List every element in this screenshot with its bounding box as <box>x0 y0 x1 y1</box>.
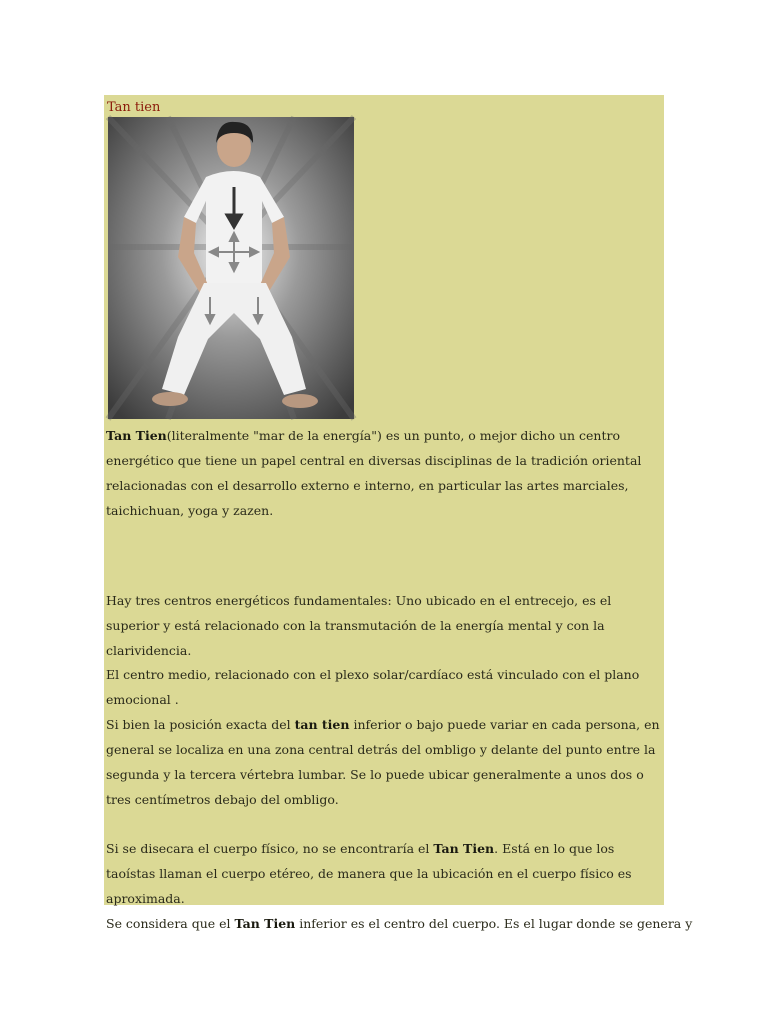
body-center-text-b: inferior es el centro del cuerpo. Es el lugar donde se genera y <box>295 916 693 931</box>
intro-text: (literalmente "mar de la energía") es un punto, o mejor dicho un centro energético que tiene un papel central en diversas disciplinas de la tradición oriental relacionadas con el desarrollo externo e interno, en particular las artes marciales, taichichuan, yoga y zazen. <box>106 428 642 518</box>
centers-paragraph <box>106 588 662 663</box>
body-center-paragraph <box>106 911 693 936</box>
tan-tien-figure-icon <box>108 117 354 419</box>
ethereal-text-a: Si se disecara el cuerpo físico, no se encontraría el <box>106 841 434 856</box>
middle-center-paragraph <box>106 662 662 812</box>
ethereal-text-b: . Está en lo que los taoístas llaman el cuerpo etéreo, de manera que la ubicación en el cuerpo físico es aproximada. <box>106 841 632 906</box>
centers-text: Hay tres centros energéticos fundamentales: Uno ubicado en el entrecejo, es el superior y está relacionado con la transmutación de la energía mental y con la clarividencia. <box>106 593 612 658</box>
article-panel <box>104 95 693 931</box>
ethereal-paragraph <box>106 836 693 936</box>
middle-center-text: El centro medio, relacionado con el plexo solar/cardíaco está vinculado con el plano emocional . <box>106 667 640 707</box>
body-center-term: Tan Tien <box>234 916 296 931</box>
ethereal-term: Tan Tien <box>433 841 495 856</box>
intro-term: Tan Tien <box>106 428 167 443</box>
lower-center-text-a: Si bien la posición exacta del <box>106 717 295 732</box>
article-title: Tan tien <box>107 100 161 115</box>
intro-paragraph <box>106 423 662 523</box>
lower-center-text-b: inferior o bajo puede variar en cada persona, en general se localiza en una zona central detrás del ombligo y delante del punto entre la segunda y la tercera vértebra lumbar. Se lo puede ubicar generalmente a unos dos o tres centímetros debajo del ombligo. <box>106 717 660 807</box>
lower-center-paragraph <box>106 712 662 812</box>
body-center-text-a: Se considera que el <box>106 916 235 931</box>
lower-center-term: tan tien <box>294 717 350 732</box>
